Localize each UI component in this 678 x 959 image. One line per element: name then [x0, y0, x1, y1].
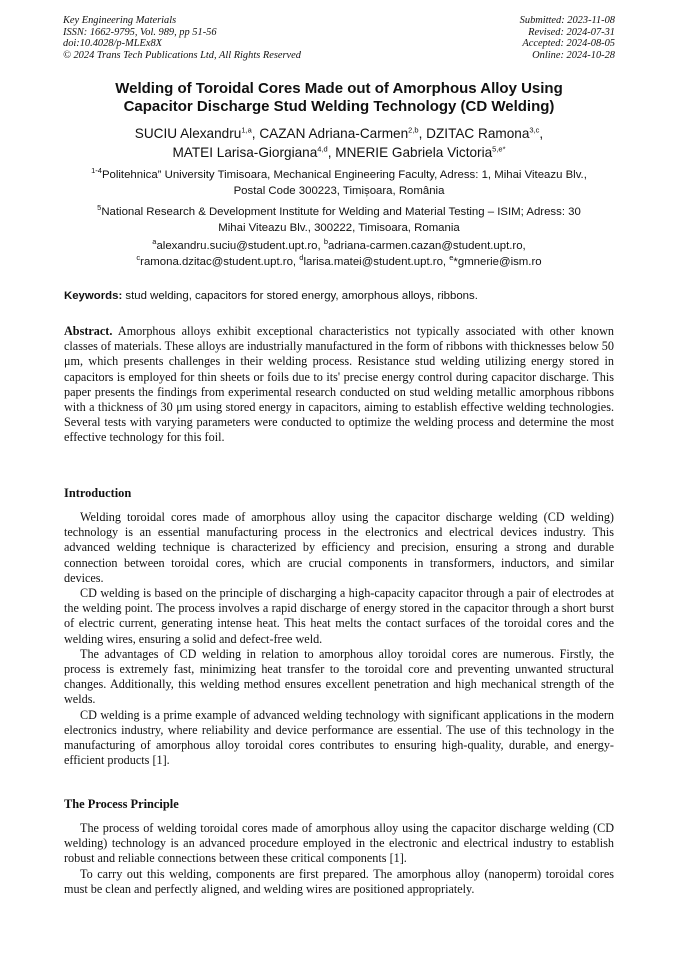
- author-1: SUCIU Alexandru: [134, 126, 242, 141]
- keywords-label: Keywords:: [64, 290, 123, 302]
- journal-header-right: [520, 15, 615, 61]
- submitted-date: Submitted: 2023-11-08: [519, 15, 615, 26]
- title-line-1: Welding of Toroidal Cores Made out of Amorphous Alloy Using: [115, 80, 563, 97]
- online-date: Online: 2024-10-28: [532, 49, 615, 61]
- abstract-label: Abstract.: [64, 324, 113, 338]
- author-4-sup: 4,d: [317, 144, 328, 154]
- author-list: SUCIU Alexandru$^{1,a}$, CAZAN Adriana-Carmen$^{2,b}$, DZITAC Ramona$^{3,c}$, MATEI Larisa-Giorgiana$^{4,d}$, MNERIE Gabriela Victoria$^{5,e*}$: [134, 125, 544, 160]
- journal-header-left: [63, 15, 301, 61]
- intro-paragraph-2: CD welding is based on the principle of discharging a high-capacity capacitor through a pair of electrodes at the welding point. The process involves a rapid discharge of energy stored in the capacitor through a short burst of electric current, generating intense heat. This heat melts the contact surfaces of the toroidal cores and the welding wires, ensuring a solid and defect-free weld.: [64, 586, 614, 646]
- abstract-text: Amorphous alloys exhibit exceptional characteristics not typically associated with other known classes of materials. These alloys are industrially manufactured in the form of ribbons with thicknesses below 50 μm, which presents challenges in their welding process. Resistance stud welding utilizing energy stored in capacitors is employed for thin sheets or foils due to its' precise energy control during capacitor discharge. This paper presents the findings from experimental research conducted on stud welding metallic amorphous ribbons with a thickness of 30 μm using stored energy in capacitors, aiming to establish effective welding technologies. Several tests with varying parameters were conducted to optimize the welding process and determine the most effective technology for this foil.: [64, 324, 614, 445]
- email-3[interactable]: ramona.dzitac@student.upt.ro,: [140, 255, 297, 268]
- affiliation-1: [64, 168, 614, 199]
- intro-paragraph-4: CD welding is a prime example of advanced welding technology with significant applications in the modern electronics industry, where reliability and device performance are essential. The use of this technology in the manufacturing of amorphous alloy toroidal cores contributes to ensuring high-quality, durable, and energy-efficient products [1].: [64, 707, 614, 768]
- intro-paragraph-3: The advantages of CD welding in relation to amorphous alloy toroidal cores are numerous. Firstly, the process is extremely fast, minimizing heat transfer to the toroidal core and preventing unwanted structural changes. Additionally, this welding method ensures excellent penetration and high mechanical strength of the welds.: [64, 646, 614, 707]
- keywords: [64, 289, 624, 304]
- email-5-sup: e: [449, 252, 454, 262]
- affiliation-2: [64, 205, 614, 236]
- affiliation-2-sup: 5: [97, 203, 102, 213]
- doi: doi:10.4028/p-MLEx8X: [63, 38, 162, 50]
- accepted-date: Accepted: 2024-08-05: [522, 38, 615, 50]
- affiliation-1-line-1: Politehnica” University Timisoara, Mechanical Engineering Faculty, Adress: 1, Mihai Viteazu Blv.,: [101, 169, 587, 181]
- intro-paragraph-1: Welding toroidal cores made of amorphous alloy using the capacitor discharge welding (CD welding) technology is an essential manufacturing process in the electronics and electrical devices industry. This advanced welding technique is characterized by efficiency and precision, ensuring a strong and durable connection between toroidal cores, which are crucial components in transformers, inductors, and similar devices.: [64, 510, 614, 585]
- affiliation-2-line-1: National Research & Development Institute for Welding and Material Testing – ISIM; Adress: 30: [101, 206, 581, 218]
- introduction-heading: Introduction: [64, 486, 132, 500]
- affiliation-2-line-2: Mihai Viteazu Blv., 300222, Timisoara, Romania: [218, 221, 460, 234]
- paper-title: [64, 80, 614, 116]
- author-5-sup: 5,e*: [492, 144, 506, 154]
- author-1-sup: 1,a: [241, 125, 252, 135]
- email-1-sup: a: [152, 237, 157, 247]
- author-emails: [64, 239, 614, 270]
- author-3-sup: 3,c: [529, 125, 540, 135]
- copyright: © 2024 Trans Tech Publications Ltd, All Rights Reserved: [63, 49, 301, 61]
- author-3: DZITAC Ramona: [426, 126, 530, 141]
- author-2-sup: 2,b: [408, 125, 419, 135]
- email-4[interactable]: larisa.matei@student.upt.ro,: [303, 255, 447, 268]
- process-paragraph-1: The process of welding toroidal cores made of amorphous alloy using the capacitor discharge welding (CD welding) technology is an advanced procedure employed in the electronic and electrical industry to establish robust and reliable connections between these critical components [1].: [64, 821, 614, 866]
- process-paragraph-2: To carry out this welding, components are first prepared. The amorphous alloy (nanoperm) toroidal cores must be clean and perfectly aligned, and welding wires are positioned appropriately.: [64, 866, 614, 896]
- introduction-body: [64, 510, 614, 768]
- author-4: MATEI Larisa-Giorgiana: [172, 145, 318, 160]
- revised-date: Revised: 2024-07-31: [528, 26, 615, 38]
- abstract: [64, 324, 614, 446]
- email-2-sup: b: [323, 237, 328, 247]
- email-4-sup: d: [299, 252, 304, 262]
- affiliation-1-sup: 1-4: [91, 166, 102, 176]
- email-3-sup: c: [136, 252, 141, 262]
- process-principle-body: [64, 821, 614, 897]
- author-2: CAZAN Adriana-Carmen: [259, 126, 409, 141]
- issn: ISSN: 1662-9795, Vol. 989, pp 51-56: [63, 26, 217, 38]
- affiliation-1-line-2: Postal Code 300223, Timișoara, România: [233, 184, 445, 197]
- title-line-2: Capacitor Discharge Stud Welding Technology (CD Welding): [123, 98, 555, 115]
- keywords-text: stud welding, capacitors for stored energy, amorphous alloys, ribbons.: [125, 290, 478, 302]
- process-principle-heading: The Process Principle: [64, 797, 179, 811]
- journal-name: Key Engineering Materials: [63, 15, 177, 26]
- email-1[interactable]: alexandru.suciu@student.upt.ro,: [156, 240, 321, 252]
- email-2[interactable]: adriana-carmen.cazan@student.upt.ro,: [327, 240, 526, 252]
- email-5[interactable]: *gmnerie@ism.ro: [453, 255, 542, 268]
- author-5: MNERIE Gabriela Victoria: [335, 145, 493, 160]
